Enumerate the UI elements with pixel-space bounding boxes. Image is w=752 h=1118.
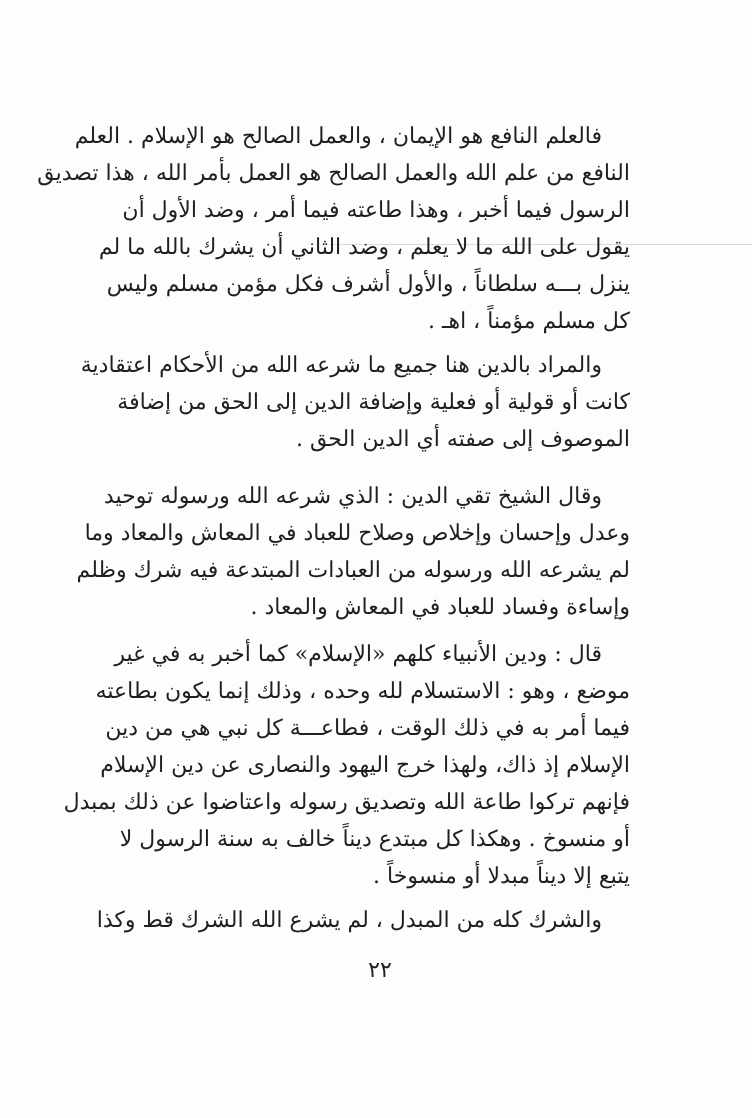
text-line: الإسلام إذ ذاك، ولهذا خرج اليهود والنصارى عن دين الإسلام — [100, 753, 630, 778]
paragraph-5 — [96, 902, 630, 939]
text-line: وعدل وإحسان وإخلاص وصلاح للعباد في المعاش والمعاد وما — [84, 521, 630, 546]
text-line: وقال الشيخ تقي الدين : الذي شرعه الله ورسوله توحيد — [103, 484, 602, 509]
text-line: وإساءة وفساد للعباد في المعاش والمعاد . — [250, 595, 630, 620]
text-line: فالعلم النافع هو الإيمان ، والعمل الصالح هو الإسلام . العلم — [74, 124, 602, 149]
text-line: والشرك كله من المبدل ، لم يشرع الله الشرك قط وكذا — [96, 908, 602, 933]
text-line: كانت أو قولية أو فعلية وإضافة الدين إلى الحق من إضافة — [117, 390, 630, 415]
paragraph-4 — [63, 636, 630, 895]
text-line: الموصوف إلى صفته أي الدين الحق . — [295, 427, 630, 452]
text-line: قال : ودين الأنبياء كلهم «الإسلام» كما أخبر به في غير — [114, 642, 602, 667]
text-line: الرسول فيما أخبر ، وهذا طاعته فيما أمر ، وضد الأول أن — [122, 198, 630, 223]
text-line: ينزل بـــه سلطاناً ، والأول أشرف فكل مؤمن مسلم وليس — [106, 272, 630, 297]
text-line: فإنهم تركوا طاعة الله وتصديق رسوله واعتاضوا عن ذلك بمبدل — [63, 790, 630, 815]
page-number: ٢٢ — [368, 958, 392, 983]
text-line: يتبع إلا ديناً مبدلا أو منسوخاً . — [373, 864, 630, 889]
text-line: يقول على الله ما لا يعلم ، وضد الثاني أن يشرك بالله ما لم — [98, 235, 630, 260]
text-line: أو منسوخ . وهكذا كل مبتدع ديناً خالف به سنة الرسول لا — [119, 827, 630, 852]
text-line: النافع من علم الله والعمل الصالح هو العمل بأمر الله ، هذا تصديق — [37, 161, 630, 186]
text-line: موضع ، وهو : الاستسلام لله وحده ، وذلك إنما يكون بطاعته — [95, 679, 630, 704]
text-line: والمراد بالدين هنا جميع ما شرعه الله من الأحكام اعتقادية — [80, 353, 602, 378]
text-line: كل مسلم مؤمناً ، اهـ . — [428, 309, 630, 334]
paragraph-2 — [80, 347, 630, 458]
paragraph-3 — [76, 478, 630, 626]
text-line: لم يشرعه الله ورسوله من العبادات المبتدعة فيه شرك وظلم — [76, 558, 630, 583]
text-line: فيما أمر به في ذلك الوقت ، فطاعـــة كل نبي هي من دين — [105, 716, 630, 741]
paragraph-1 — [37, 118, 630, 340]
